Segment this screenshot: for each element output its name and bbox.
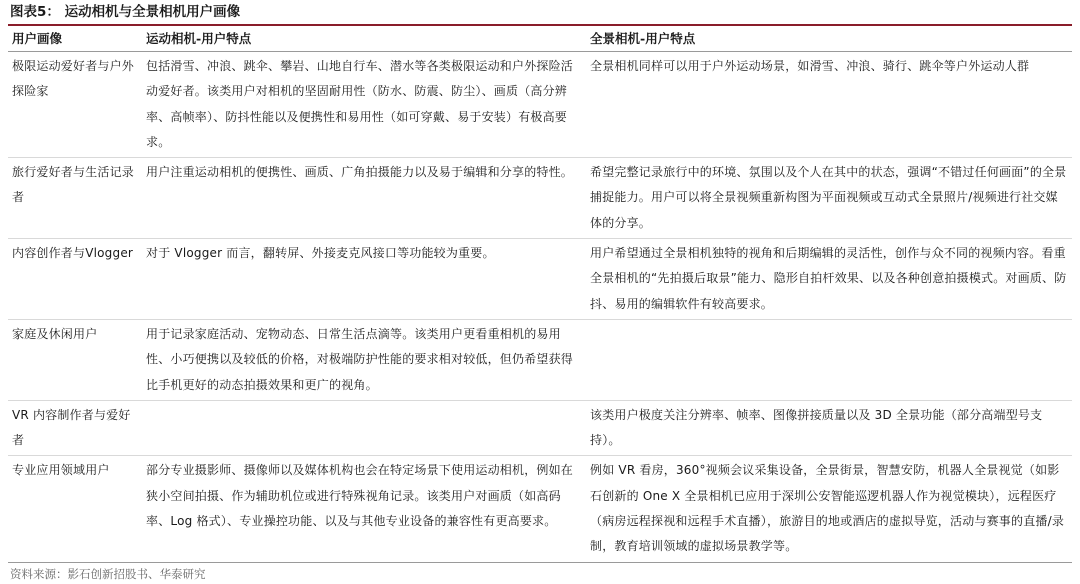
table-body [8, 52, 1072, 563]
cell-panorama-camera: 全景相机同样可以用于户外运动场景，如滑雪、冲浪、骑行、跳伞等户外运动人群 [590, 59, 1030, 73]
table-row [8, 158, 1072, 239]
table-row [8, 456, 1072, 562]
cell-action-camera [142, 403, 586, 454]
header-panorama-camera: 全景相机-用户特点 [590, 31, 696, 46]
header-user-profile: 用户画像 [12, 31, 63, 46]
cell-panorama-camera: 用户希望通过全景相机独特的视角和后期编辑的灵活性，创作与众不同的视频内容。看重全景相机的“先拍摄后取景”能力、隐形自拍杆效果、以及各种创意拍摄模式。对画质、防抖、易用的编辑软件有较高要求。 [590, 246, 1067, 311]
cell-panorama-camera: 希望完整记录旅行中的环境、氛围以及个人在其中的状态，强调“不错过任何画面”的全景捕捉能力。用户可以将全景视频重新构图为平面视频或互动式全景照片/视频进行社交媒体的分享。 [590, 165, 1067, 230]
cell-profile: 专业应用领域用户 [12, 463, 110, 478]
cell-action-camera: 包括滑雪、冲浪、跳伞、攀岩、山地自行车、潜水等各类极限运动和户外探险活动爱好者。该类用户对相机的坚固耐用性（防水、防震、防尘）、画质（高分辨率、高帧率）、防抖性能以及便携性和易用性（如可穿戴、易于安装）有极高要求。 [146, 59, 574, 149]
table-row [8, 239, 1072, 320]
table-row [8, 320, 1072, 401]
cell-profile: VR 内容制作者与爱好者 [12, 407, 131, 448]
cell-panorama-camera: 该类用户极度关注分辨率、帧率、图像拼接质量以及 3D 全景功能（部分高端型号支持）。 [590, 407, 1043, 448]
cell-profile: 内容创作者与Vlogger [12, 246, 134, 261]
cell-action-camera: 对于 Vlogger 而言，翻转屏、外接麦克风接口等功能较为重要。 [146, 246, 495, 261]
cell-action-camera: 用于记录家庭活动、宠物动态、日常生活点滴等。该类用户更看重相机的易用性、小巧便携以及较低的价格，对极端防护性能的要求相对较低，但仍希望获得比手机更好的动态拍摄效果和更广的视角。 [146, 326, 574, 392]
figure-title: 图表5： 运动相机与全景相机用户画像 [8, 0, 1072, 26]
source-note: 资料来源：影石创新招股书、华泰研究 [10, 566, 206, 581]
cell-panorama-camera: 例如 VR 看房，360°视频会议采集设备，全景街景，智慧安防，机器人全景视觉（如影石创新的 One X 全景相机已应用于深圳公安智能巡逻机器人作为视觉模块），远程医疗（病房远程探视和远程手术直播），旅游目的地或酒店的虚拟导览，活动与赛事的直播/录制，教育培训领域的虚拟场景教学等。 [590, 463, 1065, 554]
cell-action-camera: 用户注重运动相机的便携性、画质、广角拍摄能力以及易于编辑和分享的特性。 [146, 165, 574, 180]
table-row [8, 52, 1072, 158]
header-action-camera: 运动相机-用户特点 [146, 31, 252, 46]
cell-profile: 家庭及休闲用户 [12, 326, 98, 341]
cell-profile: 旅行爱好者与生活记录者 [12, 165, 135, 205]
cell-action-camera: 部分专业摄影师、摄像师以及媒体机构也会在特定场景下使用运动相机，例如在狭小空间拍摄、作为辅助机位或进行特殊视角记录。该类用户对画质（如高码率、Log 格式）、专业操控功能、以及与其他专业设备的兼容性有更高要求。 [146, 463, 574, 529]
table-header [8, 26, 1072, 52]
cell-panorama-camera [586, 322, 1072, 398]
table-row [8, 401, 1072, 457]
cell-profile: 极限运动爱好者与户外探险家 [12, 59, 135, 99]
